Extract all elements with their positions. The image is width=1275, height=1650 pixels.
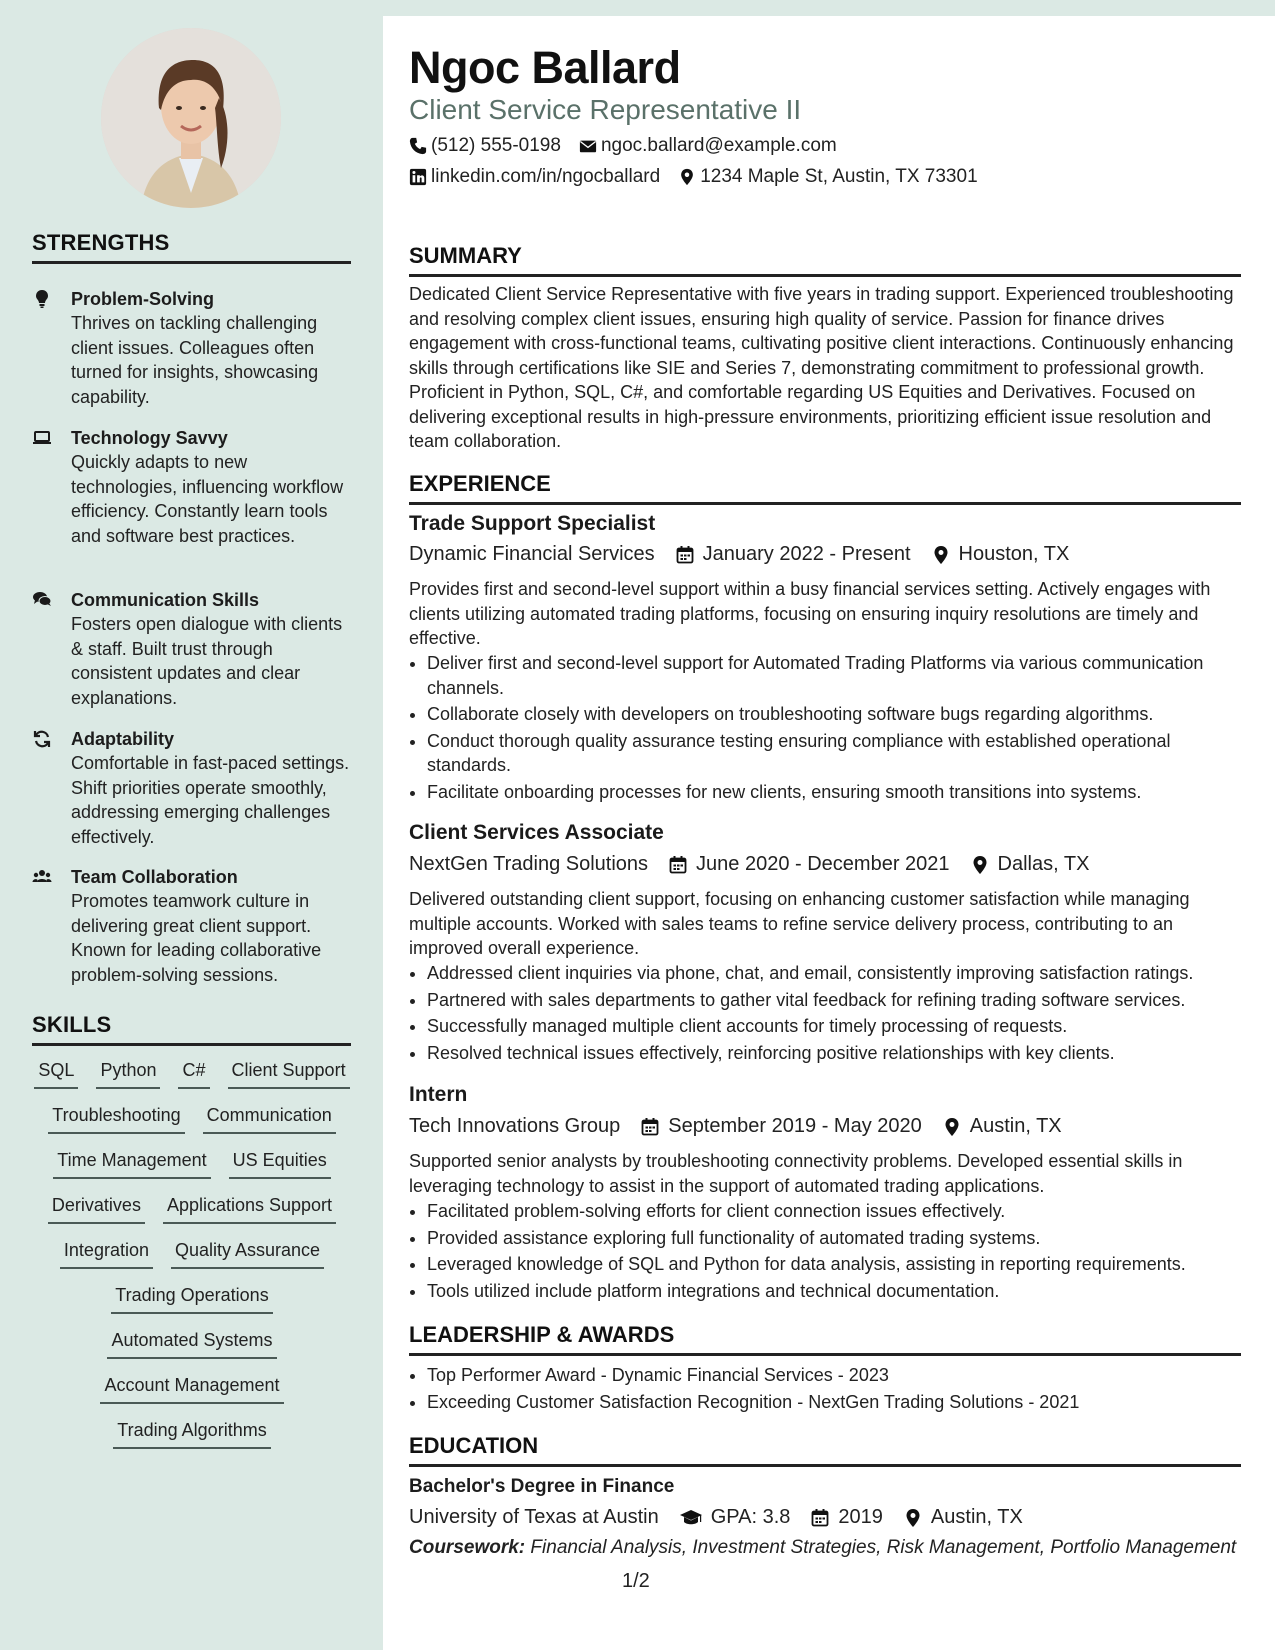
job-description: Delivered outstanding client support, focusing on enhancing customer satisfaction while managing multiple accounts. Worked with sales teams to refine service delivery process, contributing to an improved overall experience. [409,889,1190,958]
skill-tag: Applications Support [163,1195,336,1224]
summary-text: Dedicated Client Service Representative with five years in trading support. Experienced troubleshooting and resolving complex client issues, ensuring high quality of service. Passion for finance drives engagement with cross-functional teams, cultivating positive client interactions. Continuously enhancing skills through certifications like SIE and Series 7, demonstrating commitment to professional growth. Proficient in Python, SQL, C#, and comfortable regarding US Equities and Derivatives. Focused on delivering exceptional results in high-pressure environments, prioritizing efficient issue resolution and team collaboration. [409,284,1234,451]
job-bullet: • Tools utilized include platform integrations and technical documentation. [427,1279,1242,1304]
map-marker-icon [903,1508,923,1528]
job-title: Intern [409,1083,468,1106]
degree-title: Bachelor's Degree in Finance [409,1476,675,1497]
job-meta [409,1115,1076,1138]
job-bullets [409,1199,1242,1305]
job-bullet: • Provided assistance exploring full functionality of automated trading systems. [427,1226,1242,1251]
strengths-heading: STRENGTHS [32,230,351,264]
contact-row-1 [409,135,855,157]
calendar-icon [675,545,695,565]
awards-list [409,1363,1242,1416]
education-heading: EDUCATION [409,1433,1241,1467]
phone-item [409,135,561,157]
job-bullet: • Conduct thorough quality assurance testing ensuring compliance with established operational standards. [427,729,1242,778]
sync-icon [32,729,54,749]
skill-row [32,1375,352,1420]
job-dates: June 2020 - December 2021 [696,853,950,875]
education-meta [409,1506,1037,1529]
strength-desc: Fosters open dialogue with clients & staff. Built trust through consistent updates and clear explanations. [71,614,343,708]
job-title: Client Services Associate [409,821,664,844]
job-bullet: • Successfully managed multiple client accounts for timely processing of requests. [427,1014,1242,1039]
skill-row [32,1330,352,1375]
job-meta [409,543,1083,566]
address-item [678,166,977,188]
envelope-icon [579,137,597,155]
strength-title: Adaptability [71,729,175,749]
strength-title: Communication Skills [71,590,260,610]
job-company: Dynamic Financial Services [409,543,655,565]
skill-tag: Trading Operations [111,1285,272,1314]
gpa-item [673,1506,791,1529]
strength-item-team-collaboration [32,865,352,987]
strength-title: Technology Savvy [71,428,228,448]
job-bullet: • Collaborate closely with developers on troubleshooting software bugs regarding algorithms. [427,702,1242,727]
strength-desc: Comfortable in fast-paced settings. Shift priorities operate smoothly, addressing emerging challenges effectively. [71,753,350,847]
job-location: Austin, TX [969,1115,1062,1137]
awards-heading: LEADERSHIP & AWARDS [409,1322,1241,1356]
email-item[interactable] [579,135,837,157]
skill-tag: Python [96,1060,160,1089]
calendar-icon [668,855,688,875]
skill-row [32,1105,352,1150]
strength-item-technology-savvy [32,426,352,548]
job-dates: September 2019 - May 2020 [668,1115,922,1137]
job-dates-item [634,1115,922,1138]
skill-tag: US Equities [229,1150,331,1179]
job-company: NextGen Trading Solutions [409,853,649,875]
skill-tag: Account Management [100,1375,283,1404]
strength-title: Team Collaboration [71,867,238,887]
skills-list [32,1060,352,1465]
skill-row [32,1150,352,1195]
skills-heading: SKILLS [32,1012,351,1046]
job-location-item [925,543,1070,566]
skill-row [32,1060,352,1105]
strength-item-adaptability [32,727,352,849]
strength-title: Problem-Solving [71,289,215,309]
linkedin-item[interactable] [409,166,660,188]
education-location-item [897,1506,1023,1529]
job-dates-item [669,543,911,566]
map-marker-icon [931,545,951,565]
job-location-item [964,853,1090,876]
job-location: Houston, TX [958,543,1070,565]
skill-row [32,1240,352,1285]
linkedin-icon [409,168,427,186]
strength-item-communication-skills [32,588,352,710]
job-description: Supported senior analysts by troubleshooting connectivity problems. Developed essential skills in leveraging technology to assist in the support of automated trading applications. [409,1151,1183,1196]
map-marker-icon [942,1117,962,1137]
candidate-name: Ngoc Ballard [409,42,681,93]
phone-icon [409,137,427,155]
skill-row [32,1285,352,1330]
users-icon [32,867,54,887]
strength-desc: Quickly adapts to new technologies, influencing workflow efficiency. Constantly learn tools and software best practices. [71,452,344,546]
education-year-item [804,1506,883,1529]
job-bullets [409,651,1242,806]
job-location: Dallas, TX [997,853,1090,875]
profile-photo-image [101,28,281,208]
strength-desc: Thrives on tackling challenging client issues. Colleagues often turned for insights, showcasing capability. [71,313,319,407]
job-bullet: • Leveraged knowledge of SQL and Python for data analysis, assisting in reporting requirements. [427,1252,1242,1277]
school-name: University of Texas at Austin [409,1506,659,1528]
award-item: • Exceeding Customer Satisfaction Recognition - NextGen Trading Solutions - 2021 [427,1390,1242,1415]
job-bullet: • Resolved technical issues effectively, reinforcing positive relationships with key clients. [427,1041,1242,1066]
job-bullet: • Facilitated problem-solving efforts for client connection issues effectively. [427,1199,1242,1224]
contact-row-2 [409,166,996,188]
coursework-label: Coursework: [409,1537,526,1558]
sidebar [0,0,383,1650]
address-text: 1234 Maple St, Austin, TX 73301 [700,166,978,187]
email-text[interactable]: ngoc.ballard@example.com [600,135,837,156]
skill-row [32,1420,352,1465]
strength-item-problem-solving [32,287,352,409]
linkedin-text[interactable]: linkedin.com/in/ngocballard [431,166,661,187]
job-bullets [409,961,1242,1067]
profile-photo [101,28,281,208]
skill-tag: Integration [60,1240,153,1269]
experience-heading: EXPERIENCE [409,471,1241,505]
gpa-text: GPA: 3.8 [710,1506,791,1528]
map-marker-icon [970,855,990,875]
skill-tag: Derivatives [48,1195,145,1224]
coursework [409,1536,1239,1560]
job-location-item [936,1115,1062,1138]
laptop-icon [32,428,54,448]
education-location: Austin, TX [930,1506,1023,1528]
skill-tag: Time Management [53,1150,210,1179]
graduation-cap-icon [679,1508,703,1528]
lightbulb-icon [32,289,54,309]
calendar-icon [640,1117,660,1137]
skill-tag: Quality Assurance [171,1240,324,1269]
job-dates-item [662,853,950,876]
map-marker-icon [678,168,696,186]
skill-tag: Troubleshooting [48,1105,184,1134]
skill-tag: Trading Algorithms [113,1420,270,1449]
job-bullet: • Addressed client inquiries via phone, chat, and email, consistently improving satisfaction ratings. [427,961,1242,986]
candidate-role: Client Service Representative II [409,94,802,125]
skill-row [32,1195,352,1240]
coursework-text: Financial Analysis, Investment Strategies, Risk Management, Portfolio Management [525,1537,1237,1558]
strength-desc: Promotes teamwork culture in delivering great client support. Known for leading collaborative problem-solving sessions. [71,891,322,985]
comments-icon [32,590,54,610]
phone-text: (512) 555-0198 [431,135,561,156]
job-bullet: • Partnered with sales departments to gather vital feedback for refining trading software services. [427,988,1242,1013]
education-year: 2019 [838,1506,883,1528]
skill-tag: Automated Systems [107,1330,276,1359]
skill-tag: C# [178,1060,209,1089]
job-description: Provides first and second-level support within a busy financial services setting. Actively engages with clients utilizing automated trading platforms, focusing on ensuring inquiry resolutions are timely and effective. [409,579,1211,648]
job-company: Tech Innovations Group [409,1115,621,1137]
job-title: Trade Support Specialist [409,512,656,535]
calendar-icon [810,1508,830,1528]
skill-tag: Client Support [228,1060,350,1089]
page-number: 1/2 [622,1570,650,1592]
award-item: • Top Performer Award - Dynamic Financial Services - 2023 [427,1363,1242,1388]
job-bullet: • Facilitate onboarding processes for new clients, ensuring smooth transitions into systems. [427,780,1242,805]
skill-tag: SQL [34,1060,78,1089]
skill-tag: Communication [203,1105,336,1134]
summary-heading: SUMMARY [409,243,1241,277]
job-dates: January 2022 - Present [702,543,911,565]
job-meta [409,853,1103,876]
job-bullet: • Deliver first and second-level support for Automated Trading Platforms via various communication channels. [427,651,1242,700]
